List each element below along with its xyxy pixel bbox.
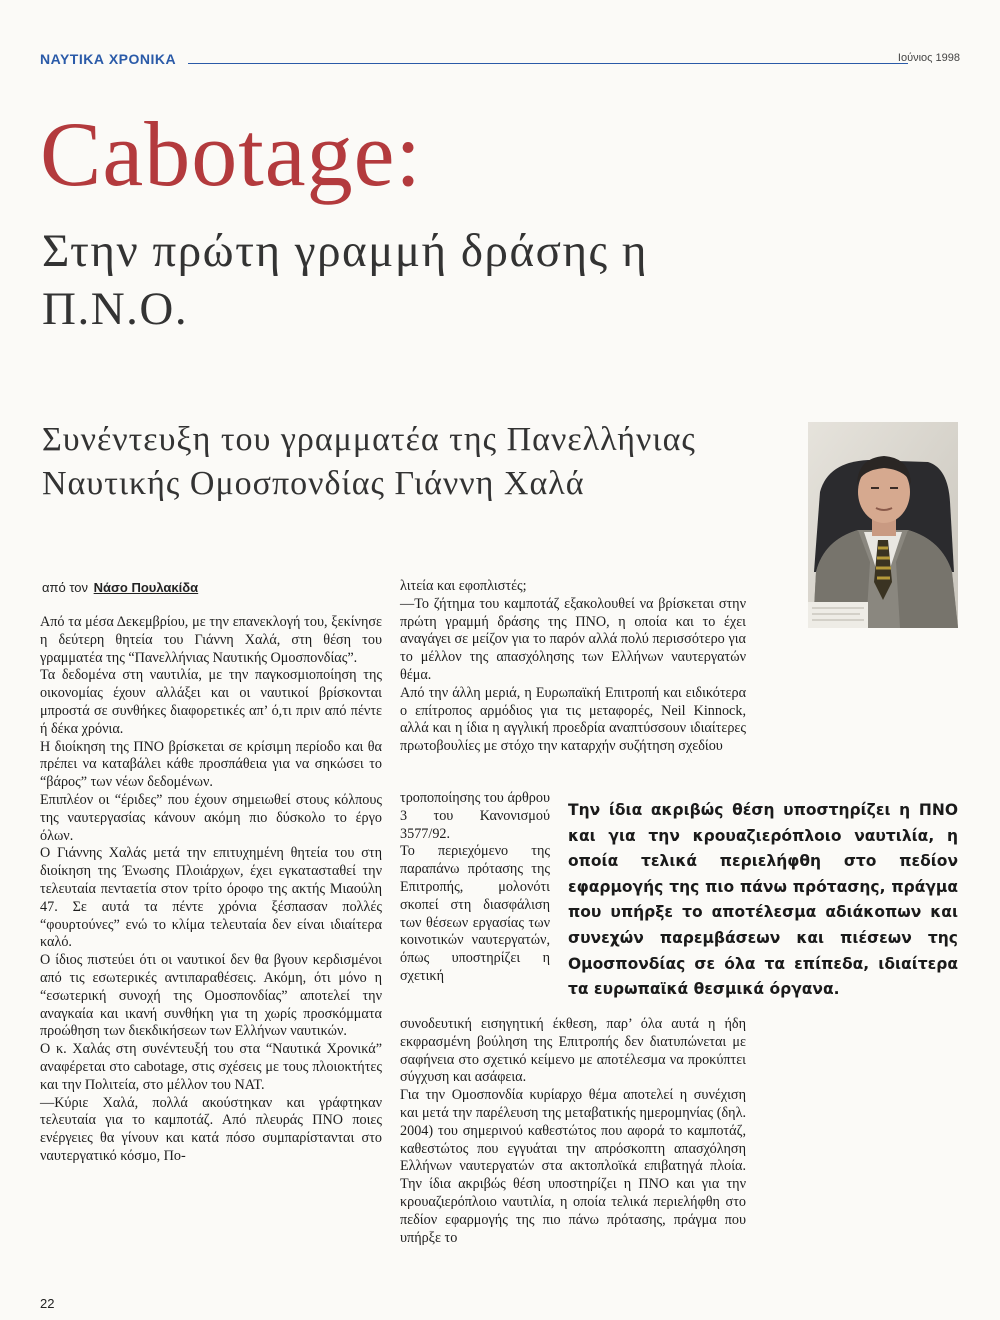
article-subtitle: Στην πρώτη γραμμή δράσης η Π.Ν.Ο.	[42, 225, 648, 335]
article-title: Cabotage:	[40, 103, 422, 205]
article-column-2-narrow	[400, 790, 550, 986]
byline	[42, 580, 198, 595]
pull-quote: Την ίδια ακριβώς θέση υποστηρίζει η ΠΝΟ και για την κρουαζιερόπλοιο ναυτιλία, η οποία τελικά περιελήφθη στο πεδίον εφαρμογής της πιο πάνω πρότασης, πράγμα που υπήρξε το αποτέλεσμα αδιάκοπων και συνεχών παρεμβάσεων και πιέσεων της Ομοσπονδίας σε όλα τα επίπεδα, ιδιαίτερα τα ευρωπαϊκά θεσμικά όργανα.	[568, 801, 958, 999]
paragraph: Η διοίκηση της ΠΝΟ βρίσκεται σε κρίσιμη περίοδο και θα πρέπει να καταβάλει κάθε προσπάθεια για να σηκώσει το “βάρος” των νέων δεδομένων.	[40, 738, 382, 791]
interviewee-photo	[808, 422, 958, 628]
paragraph: Για την Ομοσπονδία κυρίαρχο θέμα αποτελεί η συνέχιση και μετά την παρέλευση της μεταβατικής ημερομηνίας (δηλ. 2004) του σημερινού καθεστώτος που αφορά το καμποτάζ, καθεστώτος που εγγυάται την απρόσκοπτη απασχόληση Ελλήνων ναυτεργατών στα ακτοπλοϊκά επιβατηγά πλοία. Την ίδια ακριβώς θέση υποστηρίζει η ΠΝΟ και για την κρουαζιερόπλοιο ναυτιλία, η οποία τελικά περιελήφθη στο πεδίον εφαρμογής της πιο πάνω πρότασης, πράγμα που υπήρξε το	[400, 1087, 746, 1246]
issue-date: Ιούνιος 1998	[897, 52, 960, 64]
byline-prefix: από τον	[42, 580, 89, 595]
paragraph: Τα δεδομένα στη ναυτιλία, με την παγκοσμιοποίηση της οικονομίας έχουν αλλάξει και οι ναυτικοί βρίσκονται μπροστά σε συνθήκες διαφορετικές απ’ ό,τι πριν από πέντε ή δέκα χρόνια.	[40, 667, 382, 737]
paragraph: Το περιεχόμενο της παραπάνω πρότασης της Επιτροπής, μολονότι σκοπεί στη διασφάλιση των θέσεων εργασίας των κοινοτικών ναυτεργατών, όπως υποστηρίζει η σχετική	[400, 843, 550, 984]
interview-line: Συνέντευξη του γραμματέα της Πανελλήνιας Ναυτικής Ομοσπονδίας Γιάννη Χαλά	[42, 421, 696, 502]
paragraph: συνοδευτική εισηγητική έκθεση, παρ’ όλα αυτά η ήδη εκφρασμένη βούληση της Επιτροπής δεν διατυπώνεται με σαφήνεια στο σχετικό κείμενο με αποτέλεσμα να προκύπτει σύγχυση και ασάφεια.	[400, 1016, 746, 1086]
byline-author: Νάσο Πουλακίδα	[93, 580, 199, 595]
paragraph: Επιπλέον οι “έριδες” που έχουν σημειωθεί στους κόλπους της ναυτεργασίας κάνουν ακόμη πιο δύσκολο το έργο όλων.	[40, 791, 382, 844]
paragraph: Ο κ. Χαλάς στη συνέντευξή του στα “Ναυτικά Χρονικά” αναφέρεται στο cabotage, στις σχέσεις με τους πλοιοκτήτες και την Πολιτεία, στο μέλλον του ΝΑΤ.	[40, 1041, 382, 1093]
magazine-name: ΝΑΥΤΙΚΑ ΧΡΟΝΙΚΑ	[40, 51, 177, 67]
paragraph: τροποποίησης του άρθρου 3 του Κανονισμού 3577/92.	[400, 790, 550, 842]
paragraph: Από τα μέσα Δεκεμβρίου, με την επανεκλογή του, ξεκίνησε η δεύτερη θητεία του Γιάννη Χαλά, στη θέση του γραμματέα της “Πανελλήνιας Ναυτικής Ομοσπονδίας”.	[40, 614, 382, 666]
header-rule	[188, 63, 908, 64]
answer-paragraph: —Το ζήτημα του καμποτάζ εξακολουθεί να βρίσκεται στην πρώτη γραμμή δράσης της ΠΝΟ, η οποία και το έχει αναγάγει σε μείζον για το παρόν αλλά πολύ περισσότερο για το μέλλον της απασχόλησης των Ελλήνων ναυτεργατών θέμα.	[400, 595, 746, 683]
article-column-1	[40, 614, 382, 1166]
question-paragraph: —Κύριε Χαλά, πολλά ακούστηκαν και γράφτηκαν τελευταία για το καμποτάζ. Από πλευράς ΠΝΟ ποιες ενέργειες θα γίνουν και κατά πόσο συμπαρίστανται στο ναυτεργατικό κόσμο, Πο-	[40, 1094, 382, 1164]
paragraph: λιτεία και εφοπλιστές;	[400, 578, 527, 594]
paragraph: Ο Γιάννης Χαλάς μετά την επιτυχημένη θητεία του στη διοίκηση της Ένωσης Πλοιάρχων, έχει εγκατασταθεί την τελευταία πενταετία στον τρίτο όροφο της ακτής Μιαούλη 47. Σε αυτά τα πέντε χρόνια ξέσπασαν πολλές “φουρτούνες” ενώ το κλίμα τελευταία δεν είναι ιδιαίτερα καλό.	[40, 845, 382, 951]
paragraph: Από την άλλη μεριά, η Ευρωπαϊκή Επιτροπή και ειδικότερα ο επίτροπος αρμόδιος για τις μεταφορές, Neil Kinnock, αλλά και η ίδια η αγγλική προεδρία αναπτύσσουν ιδιαίτερες πρωτοβουλίες με στόχο την καταρχήν συζήτηση σχεδίου	[400, 684, 746, 755]
article-column-2-top	[400, 578, 746, 756]
page-number: 22	[40, 1296, 55, 1311]
portrait-illustration	[808, 422, 958, 628]
paragraph: Ο ίδιος πιστεύει ότι οι ναυτικοί δεν θα βγουν κερδισμένοι από τις εσωτερικές αντιπαραθέσεις. Ακόμη, ότι μόνο η “εσωτερική συνοχή της Ομοσπονδίας” αποτελεί την αναγκαία και ικανή συνθήκη για τη χωρίς προσκόμματα προώθηση των διεκδικήσεων των Ελλήνων ναυτικών.	[40, 952, 382, 1040]
article-column-2-bottom	[400, 1016, 746, 1247]
running-header	[40, 51, 960, 71]
